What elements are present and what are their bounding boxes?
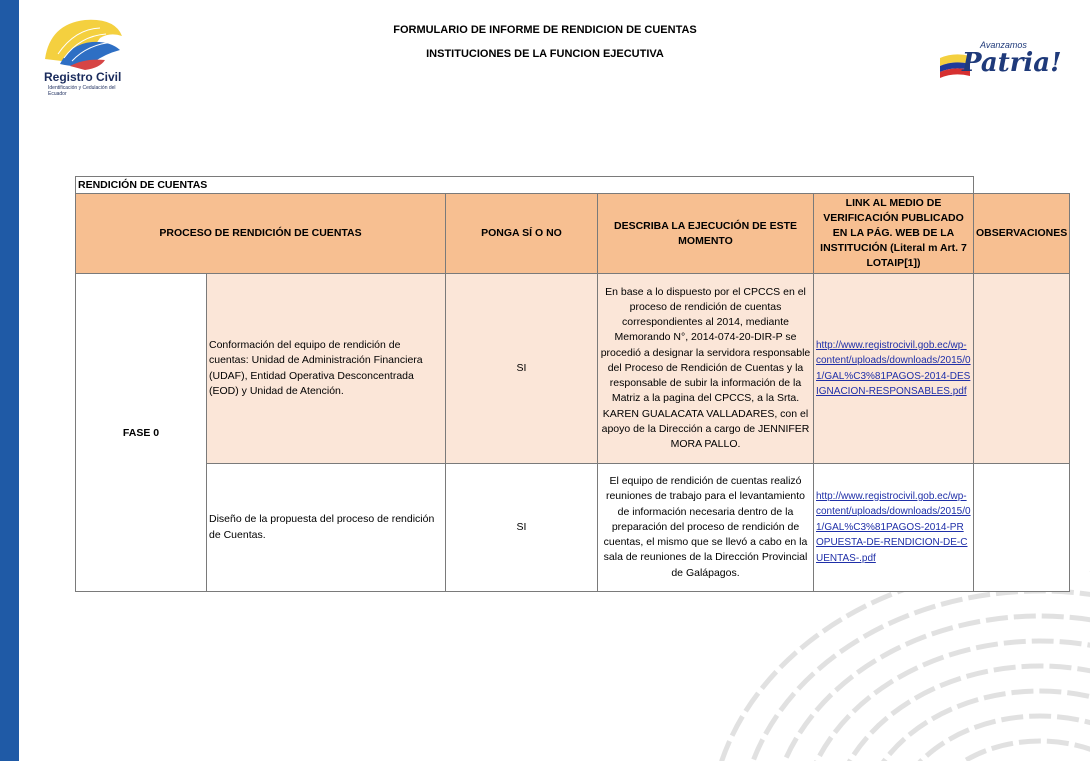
header-row (76, 194, 1070, 274)
answer-cell: SI (446, 274, 598, 464)
form-subtitle: INSTITUCIONES DE LA FUNCION EJECUTIVA (426, 48, 664, 60)
left-accent-bar (0, 0, 19, 761)
table-row (76, 274, 1070, 464)
patria-logo (938, 36, 1062, 88)
description-cell: El equipo de rendición de cuentas realizó reuniones de trabajo para el levantamiento de información necesaria dentro de la preparación del proceso de rendición de cuentas, el mismo que se llevó a cabo en la sala de reuniones de la Dirección Provincial de Galápagos. (598, 464, 814, 592)
caption-spacer (974, 177, 1070, 194)
patria-tagline: Avanzamos (980, 40, 1027, 50)
table-row (76, 464, 1070, 592)
header-link: LINK AL MEDIO DE VERIFICACIÓN PUBLICADO EN LA PÁG. WEB DE LA INSTITUCIÓN (Literal m Art. 7 LOTAIP[1]) (814, 194, 974, 274)
phase-label: FASE 0 (76, 274, 207, 592)
answer-cell: SI (446, 464, 598, 592)
verification-link[interactable]: http://www.registrocivil.gob.ec/wp-content/uploads/downloads/2015/01/GAL%C3%81PAGOS-2014-DESIGNACION-RESPONSABLES.pdf (816, 339, 971, 397)
form-title: FORMULARIO DE INFORME DE RENDICION DE CUENTAS (393, 24, 697, 36)
verification-link[interactable]: http://www.registrocivil.gob.ec/wp-content/uploads/downloads/2015/01/GAL%C3%81PAGOS-2014-PROPUESTA-DE-RENDICION-DE-CUENTAS-.pdf (816, 490, 971, 564)
registro-civil-subtitle: Identificación y Cedulación del Ecuador (48, 85, 116, 97)
activity-cell: Conformación del equipo de rendición de cuentas: Unidad de Administración Financiera (UDAF), Entidad Operativa Desconcentrada (EOD) y Unidad de Atención. (207, 274, 446, 464)
link-cell (814, 464, 974, 592)
description-cell: En base a lo dispuesto por el CPCCS en el proceso de rendición de cuentas correspondientes al 2014, mediante Memorando N°, 2014-074-20-DIR-P se procedió a designar la servidora responsable del Proceso de Rendición de Cuentas y la responsable de subir la información de la Matriz a la pagina del CPCCS, a la Srta. KAREN GUALACATA VALLADARES, con el apoyo de la Dirección a cargo de JENNIFER MORA PALLO. (598, 274, 814, 464)
header-observations: OBSERVACIONES (974, 194, 1070, 274)
activity-cell: Diseño de la propuesta del proceso de rendición de Cuentas. (207, 464, 446, 592)
patria-wordmark: Patria! (962, 48, 1062, 78)
registro-civil-name: Registro Civil (44, 70, 122, 84)
header-process: PROCESO DE RENDICIÓN DE CUENTAS (76, 194, 446, 274)
table-caption: RENDICIÓN DE CUENTAS (76, 177, 974, 194)
fingerprint-watermark (620, 571, 1090, 761)
link-cell (814, 274, 974, 464)
caption-row (76, 177, 1070, 194)
registro-civil-emblem-icon (30, 14, 140, 74)
accountability-table (75, 176, 1070, 592)
observations-cell (974, 274, 1070, 464)
header-describe: DESCRIBA LA EJECUCIÓN DE ESTE MOMENTO (598, 194, 814, 274)
header-yes-no: PONGA SÍ O NO (446, 194, 598, 274)
observations-cell (974, 464, 1070, 592)
